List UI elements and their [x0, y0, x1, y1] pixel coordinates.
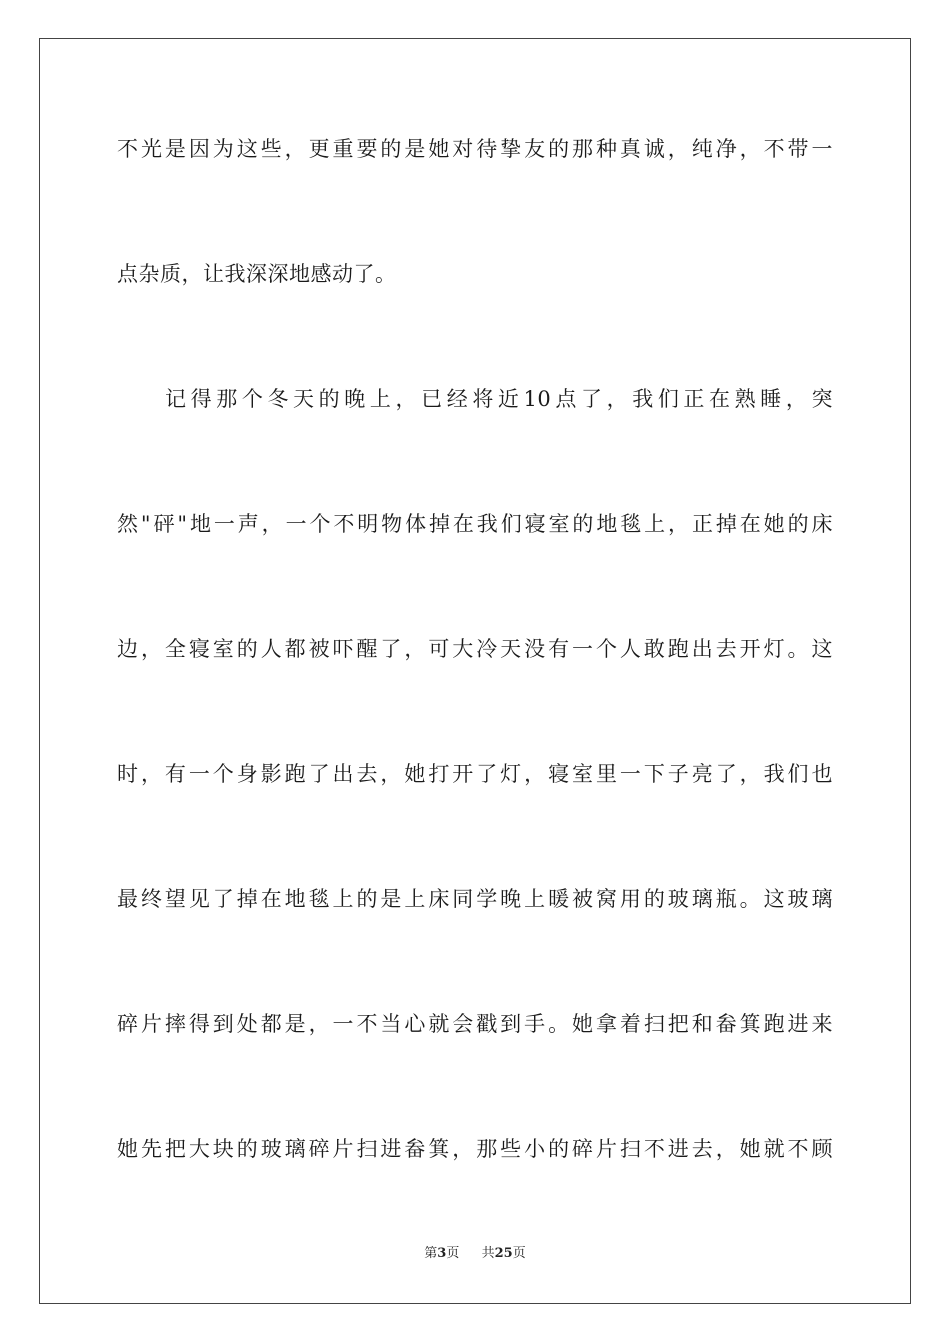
text-line-6: 时，有一个身影跑了出去，她打开了灯，寝室里一下子亮了，我们也	[117, 762, 833, 786]
text-line-2: 点杂质，让我深深地感动了。	[117, 262, 397, 286]
page-prefix: 第	[424, 1246, 438, 1261]
text-line-5: 边，全寝室的人都被吓醒了，可大冷天没有一个人敢跑出去开灯。这	[117, 637, 833, 661]
text-line-9: 她先把大块的玻璃碎片扫进畚箕，那些小的碎片扫不进去，她就不顾	[117, 1137, 833, 1161]
page-suffix: 页	[446, 1246, 460, 1261]
text-line-7: 最终望见了掉在地毯上的是上床同学晚上暖被窝用的玻璃瓶。这玻璃	[117, 887, 833, 911]
page-footer	[0, 1245, 950, 1263]
total-suffix: 页	[512, 1246, 526, 1261]
text-line-1: 不光是因为这些，更重要的是她对待挚友的那种真诚，纯净，不带一	[117, 137, 833, 161]
text-line-4: 然"砰"地一声，一个不明物体掉在我们寝室的地毯上，正掉在她的床	[117, 512, 833, 536]
text-line-8: 碎片摔得到处都是，一不当心就会戳到手。她拿着扫把和畚箕跑进来	[117, 1012, 833, 1036]
total-prefix: 共	[481, 1246, 495, 1261]
total-pages: 25	[494, 1246, 513, 1261]
page-number: 3	[437, 1246, 447, 1261]
page-border	[39, 38, 911, 1304]
text-line-3: 记得那个冬天的晚上，已经将近10点了，我们正在熟睡，突	[165, 387, 833, 411]
